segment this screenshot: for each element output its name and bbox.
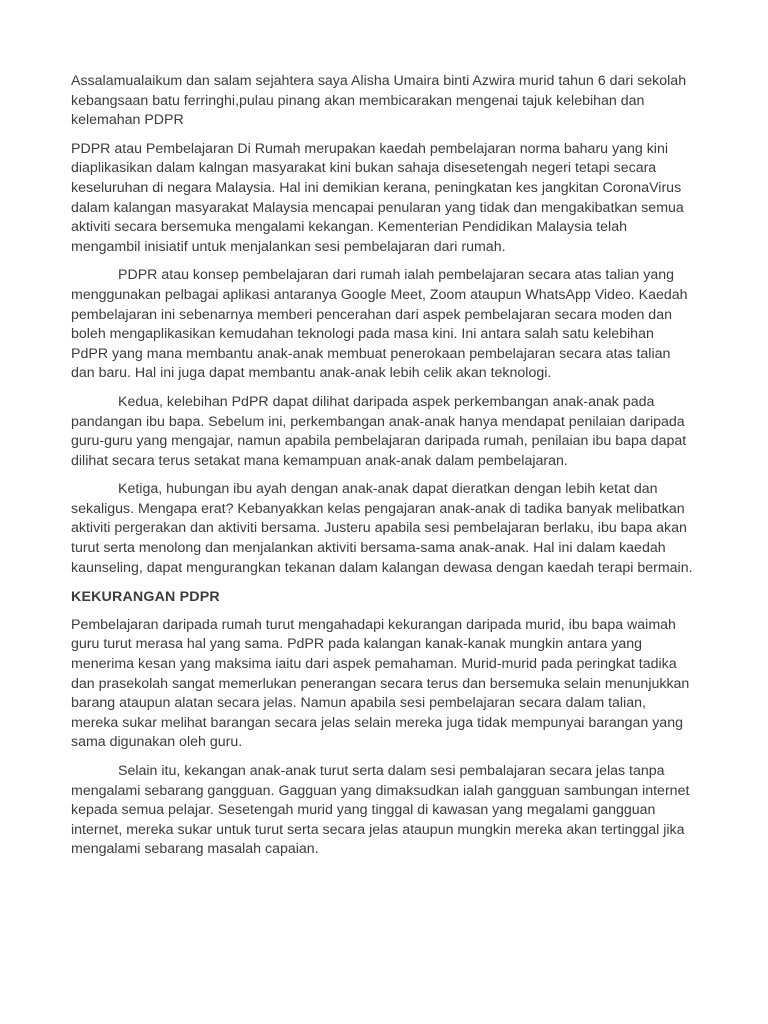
paragraph-advantage-2: Kedua, kelebihan PdPR dapat dilihat daripada aspek perkembangan anak-anak pada pandangan ibu bapa. Sebelum ini, perkembangan anak-anak hanya mendapat penilaian daripada guru-guru yang mengajar, namun apabila pembelajaran daripada rumah, penilaian ibu bapa dapat dilihat secara terus setakat mana kemampuan anak-anak dalam pembelajaran. <box>71 393 687 469</box>
paragraph-pdpr-definition: PDPR atau Pembelajaran Di Rumah merupakan kaedah pembelajaran norma baharu yang kini diaplikasikan dalam kalngan masyarakat kini bukan sahaja disesetengah negeri tetapi secara keseluruhan di negara Malaysia. Hal ini demikian kerana, peningkatan kes jangkitan CoronaVirus dalam kalangan masyarakat Malaysia mencapai penularan yang tidak dan mengakibatkan semua aktiviti secara bersemuka mengalami kekangan. Kementerian Pendidikan Malaysia telah mengambil inisiatif untuk menjalankan sesi pembelajaran dari rumah. <box>71 140 684 255</box>
paragraph-intro: Assalamualaikum dan salam sejahtera saya Alisha Umaira binti Azwira murid tahun 6 dari sekolah kebangsaan batu ferringhi,pulau pinang akan membicarakan mengenai tajuk kelebihan dan kelemahan PDPR <box>71 73 687 129</box>
paragraph-disadvantage-2: Selain itu, kekangan anak-anak turut serta dalam sesi pembalajaran secara jelas tanpa mengalami sebarang gangguan. Gagguan yang dimaksudkan ialah gangguan sambungan internet kepada semua pelajar. Sesetengah murid yang tinggal di kawasan yang megalami gangguan internet, mereka sukar untuk turut serta secara jelas ataupun mungkin mereka akan tertinggal jika mengalami sebarang masalah capaian. <box>71 763 690 858</box>
paragraph-advantage-1: PDPR atau konsep pembelajaran dari rumah ialah pembelajaran secara atas talian yang menggunakan pelbagai aplikasi antaranya Google Meet, Zoom ataupun WhatsApp Video. Kaedah pembelajaran ini sebenarnya memberi pencerahan dari aspek pembelajaran secara moden dan boleh mengaplikasikan kemudahan teknologi pada masa kini. Ini antara salah satu kelebihan PdPR yang mana membantu anak-anak membuat penerokaan pembelajaran secara atas talian dan baru. Hal ini juga dapat membantu anak-anak lebih celik akan teknologi. <box>71 267 688 382</box>
paragraph-disadvantage-1: Pembelajaran daripada rumah turut mengahadapi kekurangan daripada murid, ibu bapa waimah guru turut merasa hal yang sama. PdPR pada kalangan kanak-kanak mungkin antara yang menerima kesan yang maksima iaitu dari aspek pemahaman. Murid-murid pada peringkat tadika dan prasekolah sangat memerlukan penerangan secara terus dan bersemuka selain menunjukkan barang ataupun alatan secara jelas. Namun apabila sesi pembelajaran secara dalam talian, mereka sukar melihat barangan secara jelas selain mereka juga tidak mempunyai barangan yang sama digunakan oleh guru. <box>71 616 690 751</box>
section-heading: KEKURANGAN PDPR <box>71 589 220 606</box>
paragraph-advantage-3: Ketiga, hubungan ibu ayah dengan anak-anak dapat dieratkan dengan lebih ketat dan sekaligus. Mengapa erat? Kebanyakkan kelas pengajaran anak-anak di tadika banyak melibatkan aktiviti pergerakan dan aktiviti bersama. Justeru apabila sesi pembelajaran berlaku, ibu bapa akan turut serta menolong dan menjalankan aktiviti bersama-sama anak-anak. Hal ini dalam kaedah kaunseling, dapat mengurangkan tekanan dalam kalangan dewasa dengan kaedah terapi bermain. <box>71 481 693 576</box>
